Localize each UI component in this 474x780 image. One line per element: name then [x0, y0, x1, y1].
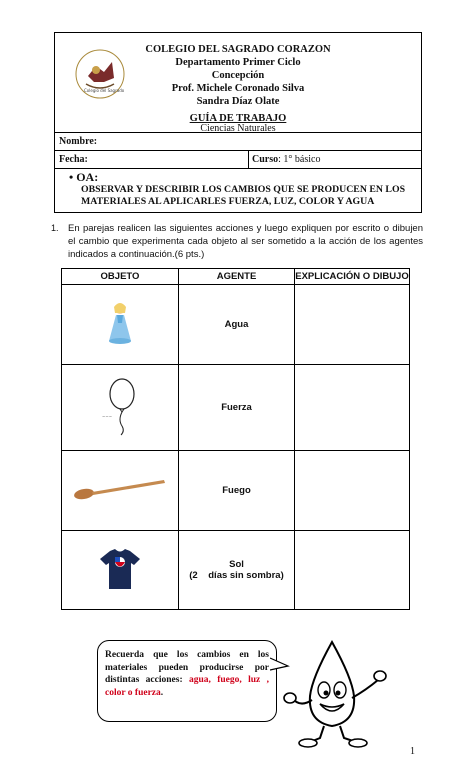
school-name: COLEGIO DEL SAGRADO CORAZON: [145, 44, 331, 55]
oa-text: OBSERVAR Y DESCRIBIR LOS CAMBIOS QUE SE PRODUCEN EN LOS MATERIALES AL APLICARLES FUERZA, LUZ, COLOR Y AGUA: [81, 184, 406, 207]
answer-cell[interactable]: [295, 365, 410, 451]
name-label: Nombre:: [59, 136, 98, 147]
object-cell: [62, 285, 179, 365]
agent-cell: [179, 531, 295, 610]
wooden-spoon-icon: [72, 476, 168, 502]
reminder-text-a: Recuerda que los cambios en los materiales pueden producirse por distintas acciones:: [105, 650, 269, 685]
agent-cell: Fuerza: [179, 365, 295, 451]
svg-text:~~~: ~~~: [102, 414, 113, 419]
svg-text:Colegio del Sagrado: Colegio del Sagrado: [84, 88, 125, 93]
instruction-number: 1.: [51, 223, 59, 233]
reminder-highlight: agua, fuego, luz , color o fuerza: [105, 675, 269, 698]
page-number: 1: [410, 746, 415, 757]
reminder-callout: [97, 640, 277, 722]
teacher-1: Prof. Michele Coronado Silva: [171, 83, 305, 94]
department: Departamento Primer Ciclo: [175, 57, 301, 68]
balloon-icon: [100, 376, 140, 436]
object-cell: [62, 531, 179, 610]
agent-text: Sol: [229, 559, 244, 570]
doll-icon: [105, 301, 135, 345]
tshirt-icon: [98, 547, 142, 591]
agent-cell: Agua: [179, 285, 295, 365]
answer-cell[interactable]: [295, 451, 410, 531]
header-agente: AGENTE: [179, 269, 295, 285]
subject: Ciencias Naturales: [200, 123, 276, 134]
table-row: [62, 365, 410, 451]
agent-note: (2 días sin sombra): [189, 570, 284, 581]
table-header-row: [62, 269, 410, 285]
oa-label: OA:: [76, 170, 99, 184]
course-label: Curso: [252, 154, 279, 165]
reminder-text-b: .: [160, 687, 164, 698]
reminder-text: [105, 649, 269, 699]
agent-cell: Fuego: [179, 451, 295, 531]
answer-cell[interactable]: [295, 531, 410, 610]
answer-cell[interactable]: [295, 285, 410, 365]
table-row: [62, 285, 410, 365]
table-row: [62, 451, 410, 531]
object-cell: [62, 451, 179, 531]
instruction-text: En parejas realicen las siguientes acciones y luego expliquen por escrito o dibujen el cambio que experimenta cada objeto al ser sometido a la acción de los agentes indicados a continuación.(6 pts.): [68, 223, 423, 260]
guide-title: GUÍA DE TRABAJO: [189, 113, 287, 124]
school-logo: [74, 48, 126, 100]
instruction: [51, 222, 423, 261]
date-label: Fecha:: [59, 154, 88, 165]
course-value: : 1° básico: [278, 154, 321, 165]
water-drop-mascot-icon: [282, 638, 392, 750]
table-row: [62, 531, 410, 610]
header-objeto: OBJETO: [62, 269, 179, 285]
course-field: [252, 154, 320, 165]
city: Concepción: [211, 70, 265, 81]
header-explicacion: EXPLICACIÓN O DIBUJO: [295, 269, 410, 285]
activity-table: [61, 268, 410, 610]
teacher-2: Sandra Díaz Olate: [196, 96, 280, 107]
object-cell: [62, 365, 179, 451]
oa-heading: • OA:: [69, 170, 99, 184]
